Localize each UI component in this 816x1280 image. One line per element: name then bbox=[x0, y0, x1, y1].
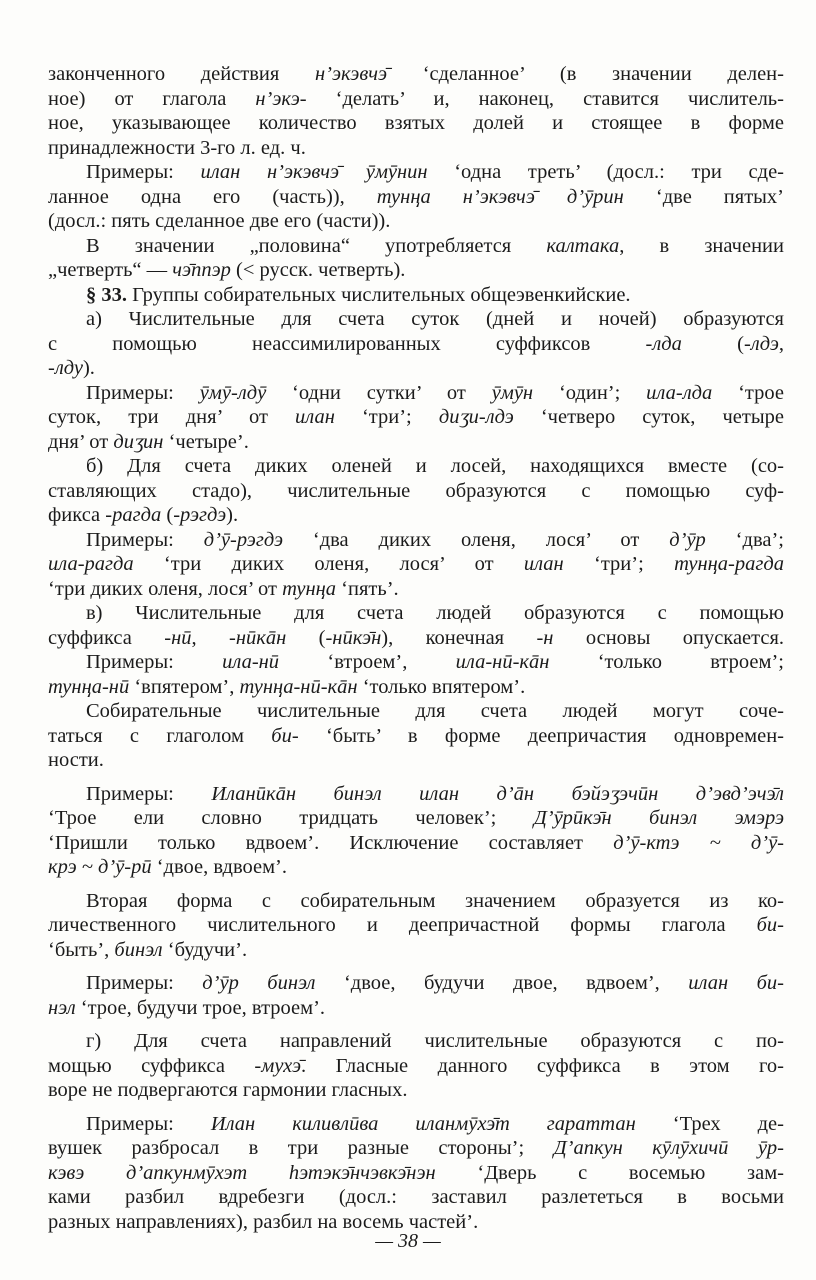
text-line bbox=[48, 782, 784, 807]
page-body-text bbox=[48, 62, 784, 1234]
text-segment: Примеры: bbox=[86, 972, 203, 994]
evenki-example: -лду bbox=[48, 357, 83, 379]
text-segment: ‘три’; bbox=[334, 406, 439, 428]
text-line bbox=[48, 626, 784, 651]
text-segment: таться с глаголом bbox=[48, 724, 272, 747]
evenki-example: тунңа bbox=[282, 577, 337, 600]
text-segment: Собирательные числительные для счета людей могут соче- bbox=[86, 700, 784, 722]
evenki-example: ила-нӣ-кāн bbox=[455, 651, 550, 673]
text-line bbox=[48, 258, 784, 283]
text-segment: Группы собирательных числительных общеэвенкийские. bbox=[127, 283, 631, 306]
text-line bbox=[48, 307, 784, 332]
text-line bbox=[48, 454, 784, 479]
text-segment: ками разбил вдребезги (досл.: заставил разлететься в восьми bbox=[48, 1186, 784, 1208]
text-line bbox=[48, 1185, 784, 1210]
text-segment: ное) от глагола bbox=[48, 87, 256, 110]
text-segment: Вторая форма с собирательным значением образуется из ко- bbox=[86, 889, 784, 912]
text-segment: , в значении bbox=[619, 234, 784, 257]
evenki-example: диӡи-лдэ bbox=[438, 406, 514, 428]
evenki-example: илан bbox=[523, 553, 564, 575]
text-segment: ‘три диких оленя, лося’ от bbox=[133, 553, 524, 575]
text-line bbox=[48, 136, 784, 161]
evenki-example: -рагда bbox=[105, 504, 162, 526]
text-line bbox=[48, 996, 784, 1021]
paragraph bbox=[48, 971, 784, 1020]
text-line bbox=[48, 185, 784, 210]
text-segment: ‘быть’ в форме деепричастия одновремен- bbox=[298, 724, 784, 747]
text-segment: фикса bbox=[48, 504, 106, 526]
evenki-example: илан н’экэвчэ̄ ӯмӯнин bbox=[200, 161, 428, 183]
text-line bbox=[48, 938, 784, 963]
text-segment: ‘пять’. bbox=[336, 577, 399, 600]
evenki-example: Иланӣкāн бинэл илан д’āн бэйэӡэчӣн д’эвд’эчэ̄л bbox=[211, 782, 784, 805]
evenki-example: тунңа-рагда bbox=[674, 553, 784, 575]
text-line bbox=[48, 209, 784, 234]
text-segment: дня’ от bbox=[48, 430, 114, 453]
evenki-example: тунңа н’экэвчэ̄ д’ӯрин bbox=[376, 185, 624, 208]
text-segment: ‘один’; bbox=[533, 381, 647, 404]
evenki-example: би- bbox=[271, 724, 299, 747]
text-segment: разных направлениях), разбил на восемь частей’. bbox=[48, 1210, 479, 1233]
text-segment: ‘три диких оленя, лося’ от bbox=[48, 577, 283, 600]
text-segment: с помощью неассимилированных суффиксов bbox=[48, 332, 646, 355]
text-segment: ( bbox=[161, 504, 174, 526]
text-line bbox=[48, 160, 784, 185]
text-segment: законченного действия bbox=[48, 63, 315, 85]
text-line bbox=[48, 601, 784, 626]
paragraph bbox=[48, 699, 784, 773]
text-line bbox=[48, 1136, 784, 1161]
text-segment: ( bbox=[286, 626, 326, 649]
evenki-example: ила-лда bbox=[646, 381, 713, 404]
text-segment: ‘впятером’, bbox=[129, 675, 240, 698]
text-segment: основы опускается. bbox=[553, 626, 784, 649]
paragraph bbox=[48, 782, 784, 880]
paragraph bbox=[48, 160, 784, 234]
text-line bbox=[48, 806, 784, 831]
text-segment: суффикса bbox=[48, 626, 165, 649]
text-segment: Примеры: bbox=[86, 782, 212, 805]
evenki-example: -н bbox=[536, 626, 554, 649]
text-line bbox=[48, 1078, 784, 1103]
evenki-example: нэл bbox=[48, 996, 76, 1019]
evenki-example: -нӣкэ̄н bbox=[325, 626, 382, 649]
text-line bbox=[48, 332, 784, 357]
text-segment: ное, указывающее количество взятых долей и стоящее в форме bbox=[48, 112, 784, 134]
evenki-example: тунңа-нӣ bbox=[48, 675, 130, 698]
evenki-example: -нӣкāн bbox=[229, 626, 287, 649]
evenki-example: тунңа-нӣ-кāн bbox=[239, 675, 358, 698]
paragraph bbox=[48, 1029, 784, 1103]
evenki-example: бинэл bbox=[114, 938, 163, 961]
text-line bbox=[48, 234, 784, 259]
text-segment: ‘втроем’, bbox=[279, 651, 456, 673]
paragraph bbox=[48, 889, 784, 963]
text-segment: ‘Трех де- bbox=[635, 1112, 784, 1135]
text-segment: воре не подвергаются гармонии гласных. bbox=[48, 1079, 408, 1101]
text-segment: Примеры: bbox=[86, 1112, 211, 1135]
text-segment: вушек разбросал в три разные стороны’; bbox=[48, 1137, 554, 1159]
text-segment: личественного числительного и деепричастной формы глагола bbox=[48, 914, 757, 936]
text-line bbox=[48, 889, 784, 914]
paragraph bbox=[48, 528, 784, 602]
evenki-example: Д’ӯрӣкэ̄н бинэл эмэрэ bbox=[533, 807, 784, 829]
text-line bbox=[48, 111, 784, 136]
text-segment: ). bbox=[226, 504, 239, 526]
section-heading: § 33. bbox=[86, 283, 127, 306]
text-segment: суток, три дня’ от bbox=[48, 406, 296, 428]
text-line bbox=[48, 381, 784, 406]
evenki-example: ила-рагда bbox=[48, 553, 134, 575]
text-line bbox=[48, 971, 784, 996]
text-segment: (досл.: пять сделанное две его (части)). bbox=[48, 210, 391, 232]
page-number: — 38 — bbox=[375, 1230, 441, 1252]
text-line bbox=[48, 503, 784, 528]
text-line bbox=[48, 699, 784, 724]
evenki-example: д’ӯр bbox=[669, 528, 706, 551]
text-segment: ‘Трое ели словно тридцать человек’; bbox=[48, 807, 534, 829]
text-segment: в) Числительные для счета людей образуются с помощью bbox=[86, 602, 784, 624]
text-segment: Примеры: bbox=[86, 161, 201, 183]
text-segment: ‘двое, будучи двое, вдвоем’, bbox=[315, 972, 689, 994]
text-segment: (< русск. четверть). bbox=[230, 259, 406, 281]
text-line bbox=[48, 430, 784, 455]
paragraph bbox=[48, 601, 784, 650]
text-line bbox=[48, 87, 784, 112]
text-segment: ланное одна его (часть)), bbox=[48, 185, 377, 208]
text-segment: ‘четыре’. bbox=[163, 430, 249, 453]
text-segment: ‘двое, вдвоем’. bbox=[151, 856, 288, 878]
text-segment: ‘сделанное’ (в значении делен- bbox=[387, 63, 784, 85]
evenki-example: д’ӯ-рэгдэ bbox=[203, 528, 283, 551]
text-line bbox=[48, 1112, 784, 1137]
text-segment: ности. bbox=[48, 749, 104, 771]
text-line bbox=[48, 479, 784, 504]
text-segment: а) Числительные для счета суток (дней и ночей) образуются bbox=[86, 308, 784, 330]
paragraph bbox=[48, 381, 784, 455]
text-line bbox=[48, 552, 784, 577]
evenki-example: н’экэ- bbox=[255, 87, 307, 110]
text-line bbox=[48, 650, 784, 675]
evenki-example: диӡин bbox=[113, 430, 164, 453]
text-segment: ‘будучи’. bbox=[162, 938, 248, 961]
text-segment: ставляющих стадо), числительные образуются с помощью суф- bbox=[48, 479, 784, 502]
text-segment: г) Для счета направлений числительные образуются с по- bbox=[86, 1030, 784, 1052]
text-segment: мощью суффикса bbox=[48, 1054, 255, 1077]
evenki-example: би- bbox=[756, 914, 784, 936]
text-segment: Примеры: bbox=[86, 381, 200, 404]
text-segment: ‘четверо суток, четыре bbox=[513, 406, 784, 428]
text-line bbox=[48, 913, 784, 938]
text-line bbox=[48, 724, 784, 749]
text-line bbox=[48, 356, 784, 381]
paragraph bbox=[48, 307, 784, 381]
text-segment: , bbox=[778, 332, 784, 355]
evenki-example: чэ̄ппэр bbox=[172, 259, 231, 281]
text-line bbox=[48, 528, 784, 553]
text-line bbox=[48, 831, 784, 856]
paragraph bbox=[48, 650, 784, 699]
paragraph bbox=[48, 283, 784, 308]
text-segment: ). bbox=[82, 357, 95, 379]
text-segment: принадлежности 3-го л. ед. ч. bbox=[48, 136, 306, 159]
text-segment: ), конечная bbox=[381, 626, 537, 649]
text-segment: ‘Пришли только вдвоем’. Исключение составляет bbox=[48, 831, 614, 854]
text-line bbox=[48, 405, 784, 430]
evenki-example: кэвэ д’апкунмӯхэт һэтэкэ̄нчэвкэ̄нэн bbox=[48, 1161, 436, 1184]
text-segment: ‘трое bbox=[712, 381, 784, 404]
text-segment: Примеры: bbox=[86, 651, 223, 673]
evenki-example: калтака bbox=[546, 234, 620, 257]
text-line bbox=[48, 675, 784, 700]
text-segment: ‘только втроем’; bbox=[549, 651, 784, 673]
text-segment: ‘делать’ и, наконец, ставится числитель- bbox=[306, 87, 784, 110]
evenki-example: -рэгдэ bbox=[173, 504, 227, 526]
text-line bbox=[48, 855, 784, 880]
evenki-example: Илан киливлӣва иланмӯхэ̄т гараттан bbox=[210, 1112, 636, 1135]
text-line bbox=[48, 1054, 784, 1079]
evenki-example: н’экэвчэ̄ bbox=[314, 63, 388, 85]
text-segment: б) Для счета диких оленей и лосей, находящихся вместе (со- bbox=[86, 455, 784, 477]
evenki-example: Д’апкун кӯлӯхичӣ ӯр- bbox=[553, 1137, 784, 1159]
evenki-example: ӯмӯн bbox=[491, 381, 534, 404]
text-segment: ‘быть’, bbox=[48, 938, 115, 961]
paragraph bbox=[48, 454, 784, 528]
text-segment: „четверть“ — bbox=[48, 259, 173, 281]
evenki-example: илан bbox=[295, 406, 335, 428]
text-segment: ‘одна треть’ (досл.: три сде- bbox=[427, 161, 784, 183]
text-line bbox=[48, 62, 784, 87]
text-segment: . Гласные данного суффикса в этом го- bbox=[301, 1054, 784, 1077]
paragraph bbox=[48, 1112, 784, 1235]
text-line bbox=[48, 1029, 784, 1054]
text-segment: ‘два диких оленя, лося’ от bbox=[282, 528, 670, 551]
text-line bbox=[48, 1161, 784, 1186]
text-segment: Примеры: bbox=[86, 528, 204, 551]
evenki-example: ӯмӯ-лдӯ bbox=[199, 381, 267, 404]
text-segment: , bbox=[191, 626, 229, 649]
text-segment: ‘одни сутки’ от bbox=[266, 381, 492, 404]
text-line bbox=[48, 283, 784, 308]
evenki-example: д’ӯ-ктэ ~ д’ӯ- bbox=[613, 831, 784, 854]
text-segment: ‘только впятером’. bbox=[357, 675, 526, 698]
text-segment: ‘трое, будучи трое, втроем’. bbox=[75, 996, 326, 1019]
evenki-example: д’ӯр бинэл bbox=[202, 972, 316, 994]
evenki-example: -мухэ̄ bbox=[254, 1054, 302, 1077]
paragraph bbox=[48, 234, 784, 283]
evenki-example: -лдэ bbox=[743, 332, 779, 355]
evenki-example: -лда bbox=[645, 332, 682, 355]
text-segment: ‘три’; bbox=[563, 553, 675, 575]
text-line bbox=[48, 577, 784, 602]
evenki-example: ила-нӣ bbox=[222, 651, 280, 673]
text-line bbox=[48, 748, 784, 773]
text-segment: ‘Дверь с восемью зам- bbox=[435, 1161, 784, 1184]
text-segment: ( bbox=[681, 332, 744, 355]
text-segment: ‘две пятых’ bbox=[623, 185, 784, 208]
evenki-example: илан би- bbox=[688, 972, 784, 994]
evenki-example: крэ ~ д’ӯ-рӣ bbox=[48, 856, 152, 878]
text-segment: В значении „половина“ употребляется bbox=[86, 234, 547, 257]
text-segment: ‘два’; bbox=[705, 528, 784, 551]
evenki-example: -нӣ bbox=[164, 626, 192, 649]
paragraph bbox=[48, 62, 784, 160]
